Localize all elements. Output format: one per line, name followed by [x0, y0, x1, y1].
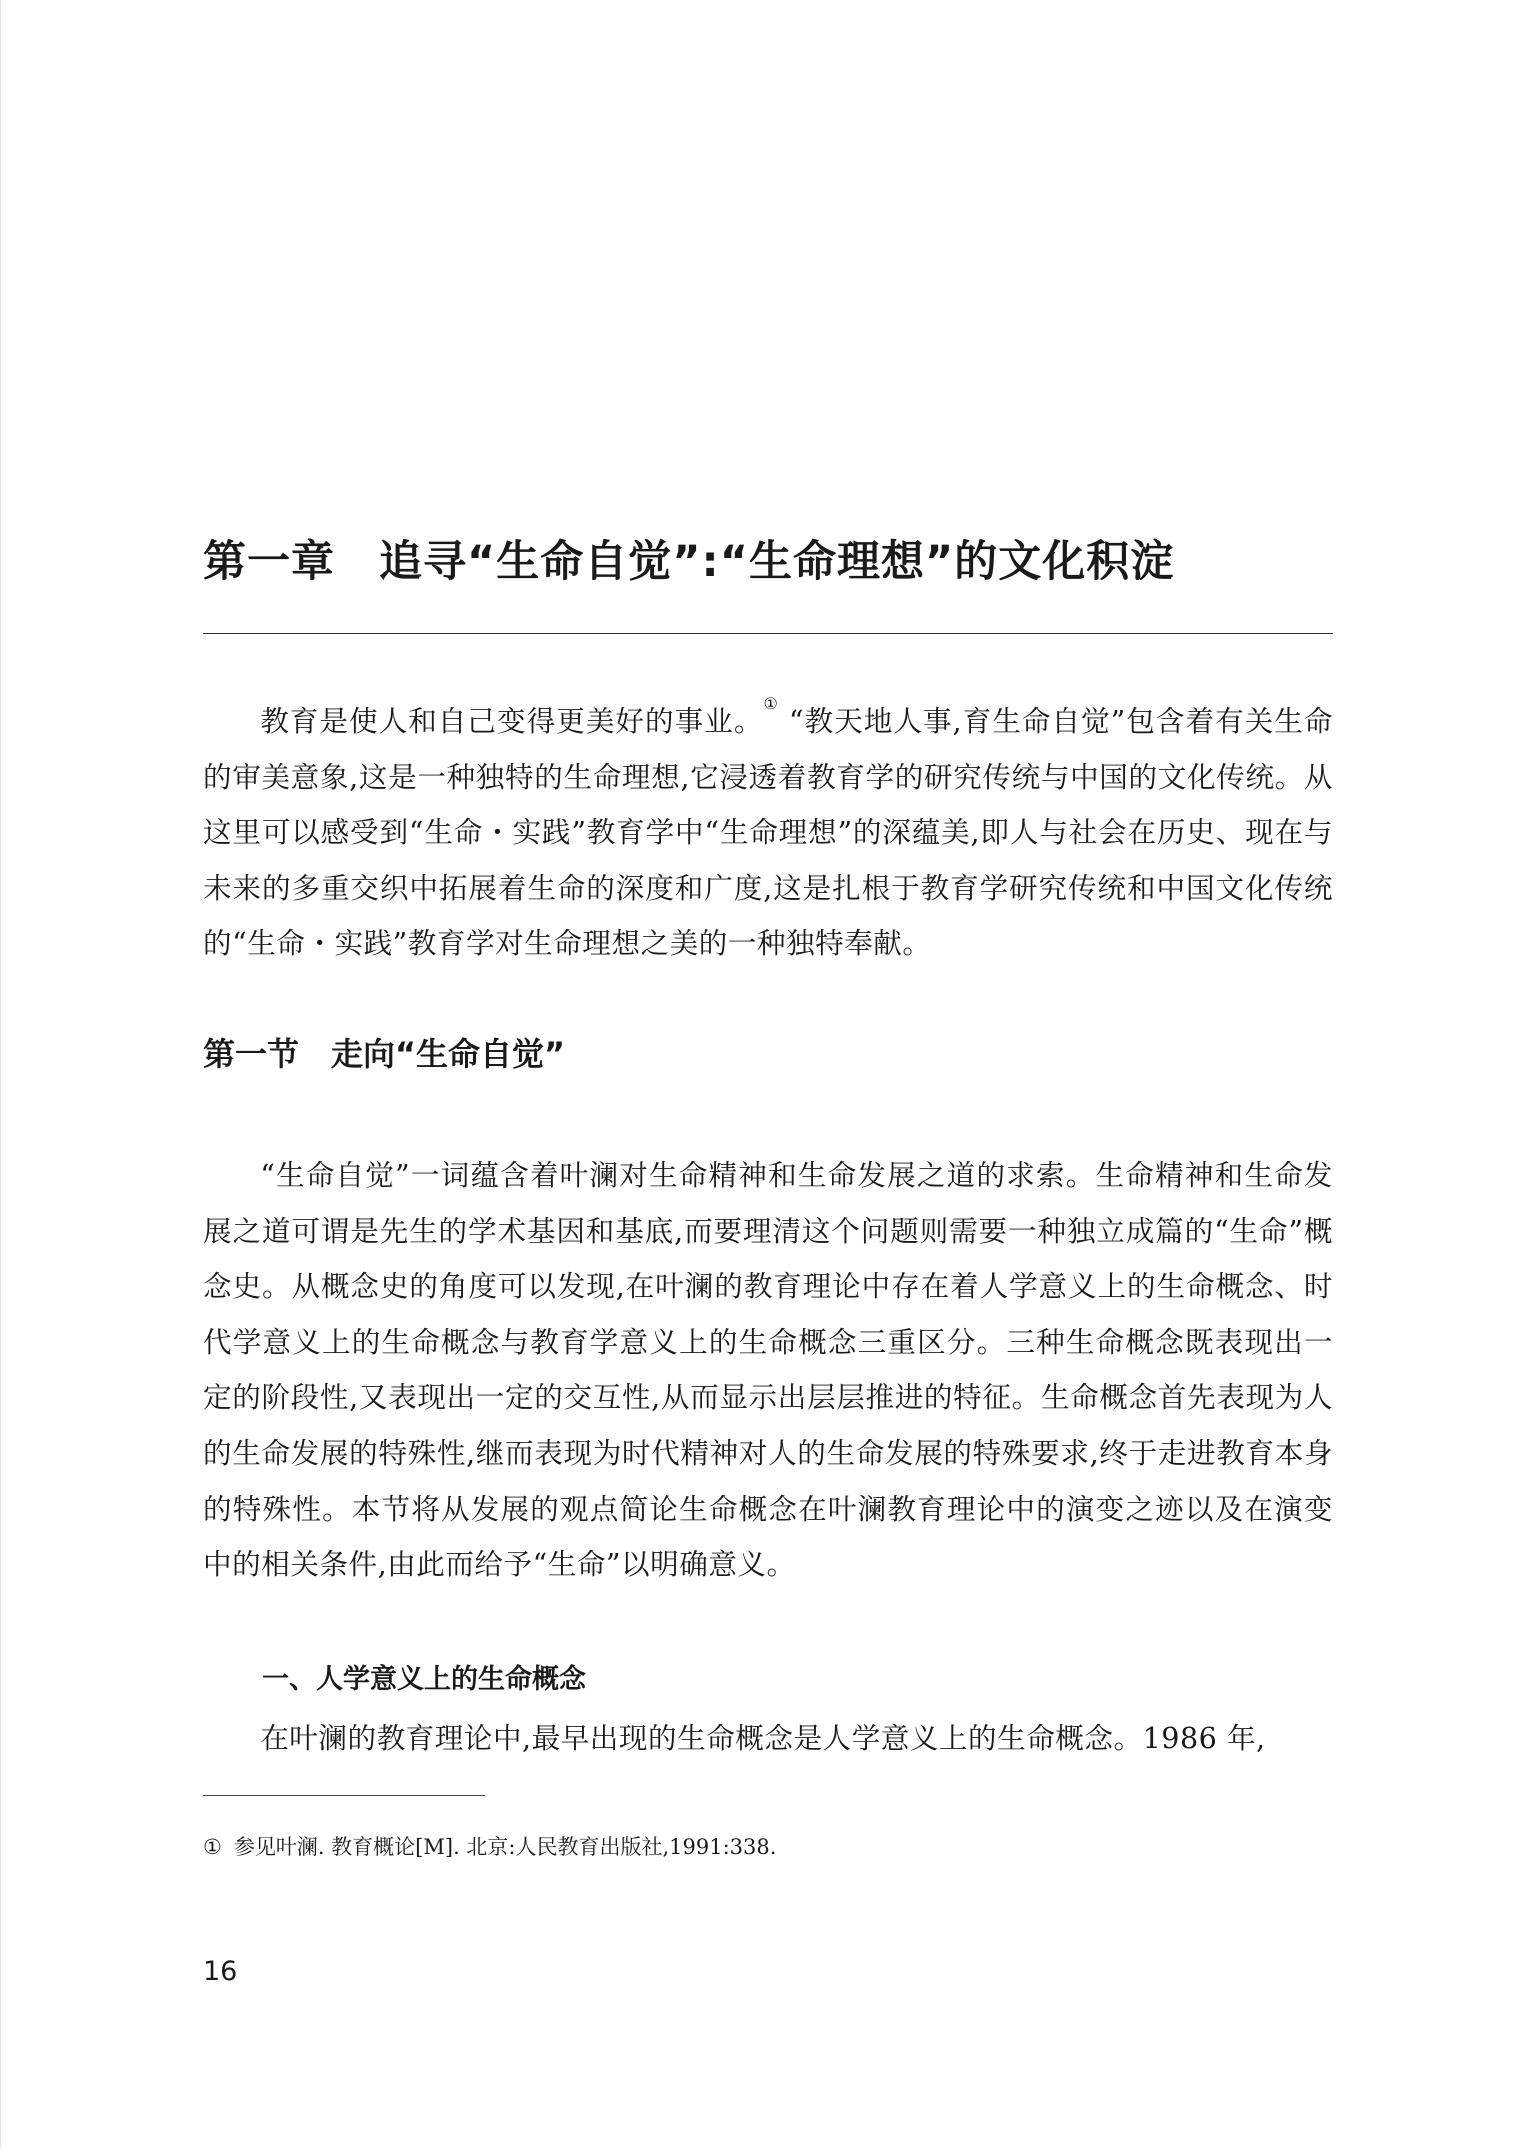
section-paragraph: “生命自觉”一词蕴含着叶澜对生命精神和生命发展之道的求索。生命精神和生命发展之道可谓是先生的学术基因和基底,而要理清这个问题则需要一种独立成篇的“生命”概念史。从概念史的角度可以发现,在叶澜的教育理论中存在着人学意义上的生命概念、时代学意义上的生命概念与教育学意义上的生命概念三重区分。三种生命概念既表现出一定的阶段性,又表现出一定的交互性,从而显示出层层推进的特征。生命概念首先表现为人的生命发展的特殊性,继而表现为时代精神对人的生命发展的特殊要求,终于走进教育本身的特殊性。本节将从发展的观点简论生命概念在叶澜教育理论中的演变之迹以及在演变中的相关条件,由此而给予“生命”以明确意义。 — [203, 1158, 1333, 1582]
section-title: 第一节 走向“生命自觉” — [203, 1035, 566, 1073]
chapter-title: 第一章 追寻“生命自觉”:“生命理想”的文化积淀 — [203, 537, 1175, 587]
footnote-text: 参见叶澜. 教育概论[M]. 北京:人民教育出版社,1991:338. — [233, 1835, 777, 1859]
footnote — [203, 1830, 776, 1864]
footnote-separator — [203, 1795, 485, 1796]
chapter-title-rule — [203, 633, 1333, 634]
intro-text-before-note: 教育是使人和自己变得更美好的事业。 — [260, 704, 764, 738]
footnote-mark: ① — [203, 1835, 222, 1859]
footnote-reference[interactable]: ① — [763, 694, 779, 713]
page-number: 16 — [203, 1956, 238, 1987]
chapter-intro-paragraph — [203, 694, 1333, 972]
subsection-title: 一、人学意义上的生命概念 — [262, 1664, 586, 1695]
subsection-paragraph: 在叶澜的教育理论中,最早出现的生命概念是人学意义上的生命概念。1986 年, — [260, 1721, 1266, 1755]
intro-text-after-note: “教天地人事,育生命自觉”包含着有关生命的审美意象,这是一种独特的生命理想,它浸透着教育学的研究传统与中国的文化传统。从这里可以感受到“生命・实践”教育学中“生命理想”的深蕴美,即人与社会在历史、现在与未来的多重交织中拓展着生命的深度和广度,这是扎根于教育学研究传统和中国文化传统的“生命・实践”教育学对生命理想之美的一种独特奉献。 — [203, 704, 1333, 961]
